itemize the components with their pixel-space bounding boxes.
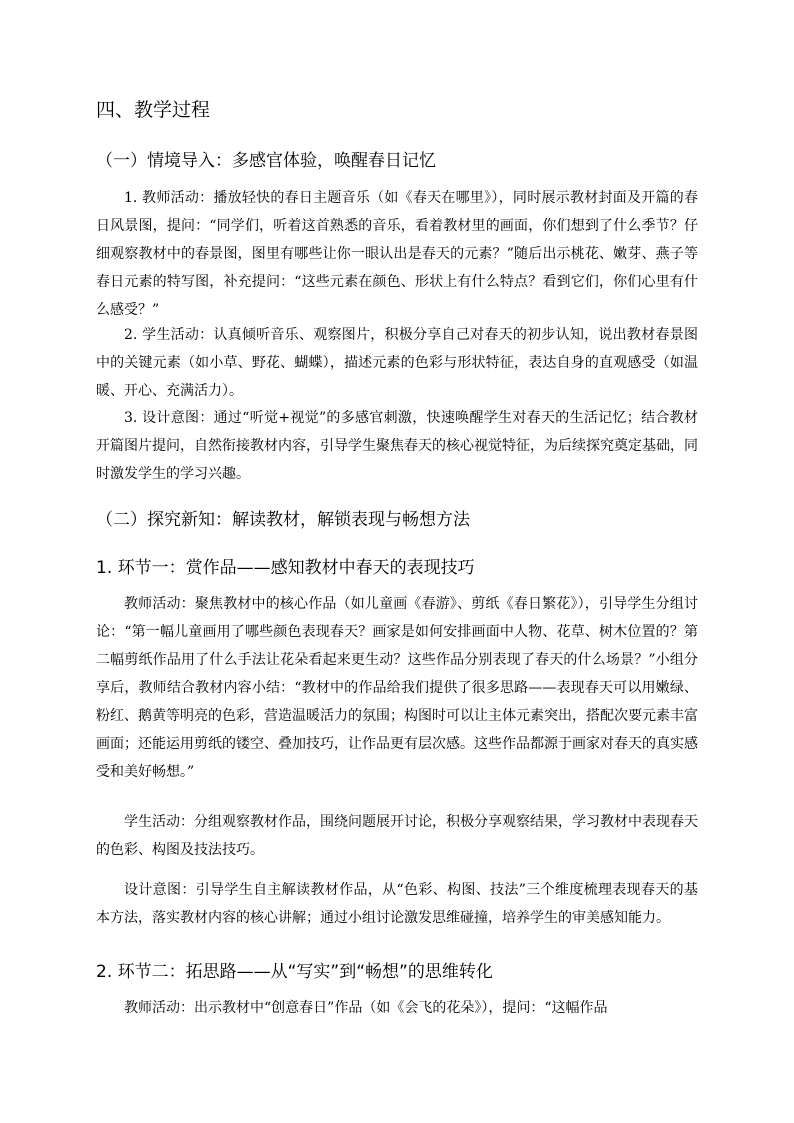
step-2-teacher-activity: 教师活动：出示教材中“创意春日”作品（如《会飞的花朵》），提问：“这幅作品 <box>124 1000 608 1016</box>
step-1-teacher-activity: 教师活动：聚焦教材中的核心作品（如儿童画《春游》、剪纸《春日繁花》），引导学生分组讨论：“第一幅儿童画用了哪些颜色表现春天？画家是如何安排画面中人物、花草、树木位置的？第二幅剪纸作品用了什么手法让花朵看起来更生动？这些作品分别表现了春天的什么场景？”小组分享后，教师结合教材内容小结：“教材中的作品给我们提供了很多思路——表现春天可以用嫩绿、粉红、鹅黄等明亮的色彩，营造温暖活力的氛围；构图时可以让主体元素突出，搭配次要元素丰富画面；还能运用剪纸的镂空、叠加技巧，让作品更有层次感。这些作品都源于画家对春天的真实感受和美好畅想。” <box>96 596 698 780</box>
section-2-title: （二）探究新知：解读教材，解锁表现与畅想方法 <box>96 510 470 530</box>
section-1-student-activity: 2. 学生活动：认真倾听音乐、观察图片，积极分享自己对春天的初步认知，说出教材春景图中的关键元素（如小草、野花、蝴蝶），描述元素的色彩与形状特征，表达自身的直观感受（如温暖、开心、充满活力）。 <box>96 327 698 399</box>
heading-teaching-process: 四、教学过程 <box>96 99 211 121</box>
step-1-title: 1. 环节一：赏作品——感知教材中春天的表现技巧 <box>96 558 475 578</box>
section-1-title: （一）情境导入：多感官体验，唤醒春日记忆 <box>96 151 436 171</box>
step-1-student-activity: 学生活动：分组观察教材作品，围绕问题展开讨论，积极分享观察结果，学习教材中表现春天的色彩、构图及技法技巧。 <box>96 814 698 858</box>
step-2-title: 2. 环节二：拓思路——从“写实”到“畅想”的思维转化 <box>96 962 493 982</box>
step-1-design-intent: 设计意图：引导学生自主解读教材作品，从“色彩、构图、技法”三个维度梳理表现春天的基本方法，落实教材内容的核心讲解；通过小组讨论激发思维碰撞，培养学生的审美感知能力。 <box>96 882 698 926</box>
section-1-teacher-activity: 1. 教师活动：播放轻快的春日主题音乐（如《春天在哪里》），同时展示教材封面及开篇的春日风景图，提问：“同学们，听着这首熟悉的音乐，看着教材里的画面，你们想到了什么季节？仔细观察教材中的春景图，图里有哪些让你一眼认出是春天的元素？”随后出示桃花、嫩芽、燕子等春日元素的特写图，补充提问：“这些元素在颜色、形状上有什么特点？看到它们，你们心里有什么感受？” <box>96 190 698 318</box>
section-1-design-intent: 3. 设计意图：通过“听觉+视觉”的多感官刺激，快速唤醒学生对春天的生活记忆；结合教材开篇图片提问，自然衔接教材内容，引导学生聚焦春天的核心视觉特征，为后续探究奠定基础，同时激发学生的学习兴趣。 <box>96 410 698 482</box>
